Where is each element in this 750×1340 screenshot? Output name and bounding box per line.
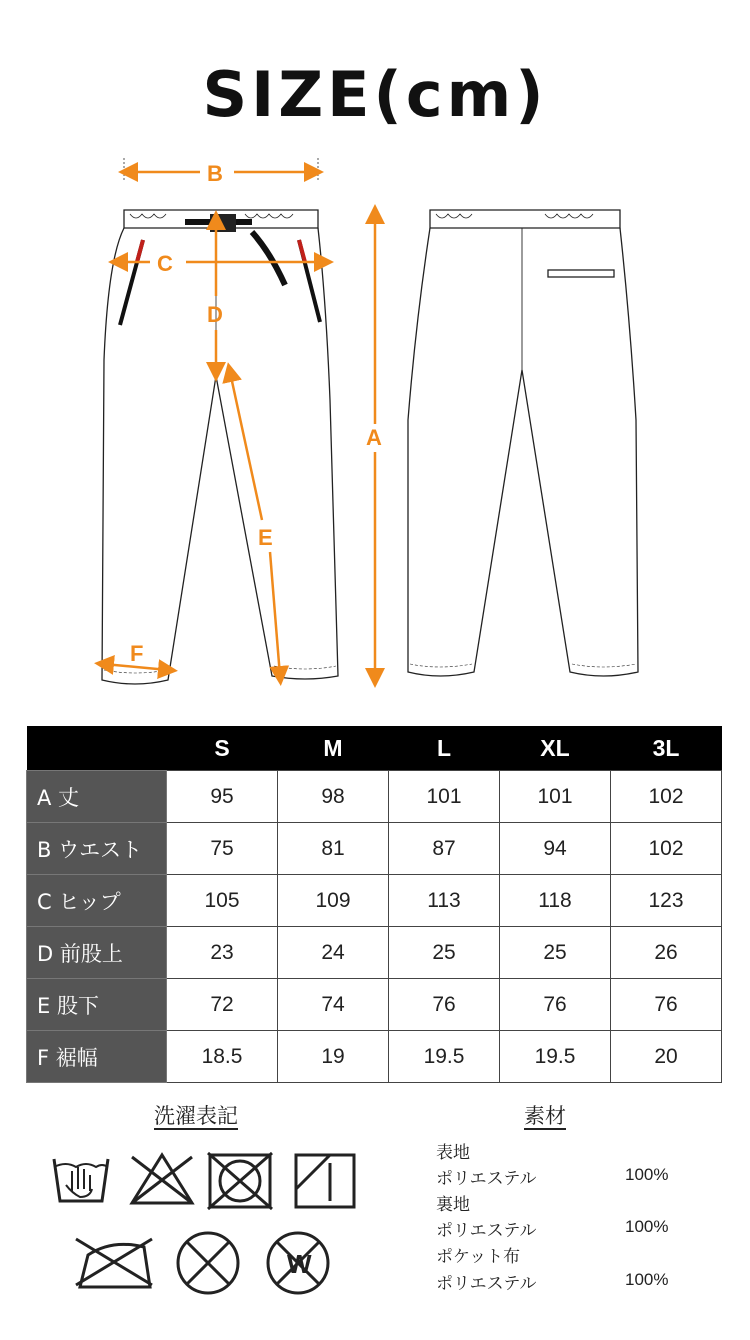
table-cell: 25 xyxy=(500,927,611,979)
material-heading: 素材 xyxy=(524,1104,566,1128)
label-c: C xyxy=(157,251,173,276)
header-size: M xyxy=(278,726,389,771)
table-cell: 76 xyxy=(611,979,722,1031)
table-cell: 26 xyxy=(611,927,722,979)
material-percent: 100% xyxy=(625,1217,669,1236)
label-b: B xyxy=(207,161,223,186)
table-row xyxy=(27,979,722,1031)
table-cell: 123 xyxy=(611,875,722,927)
no-dry-clean-icon xyxy=(178,1233,238,1293)
label-f: F xyxy=(130,641,144,666)
row-label: F 裾幅 xyxy=(27,1031,167,1083)
header-size: XL xyxy=(500,726,611,771)
table-cell: 94 xyxy=(500,823,611,875)
no-iron-icon xyxy=(76,1239,152,1287)
line-dry-shade-icon xyxy=(296,1155,354,1207)
no-tumble-dry-icon xyxy=(208,1153,272,1209)
header-size: S xyxy=(167,726,278,771)
table-cell: 20 xyxy=(611,1031,722,1083)
row-label: E 股下 xyxy=(27,979,167,1031)
table-cell: 81 xyxy=(278,823,389,875)
table-row xyxy=(27,875,722,927)
material-fabric: ポリエステル xyxy=(436,1169,537,1189)
page-title: SIZE(cm) xyxy=(202,58,548,131)
material-percent: 100% xyxy=(625,1165,669,1184)
hand-wash-icon xyxy=(54,1159,108,1201)
table-row xyxy=(27,927,722,979)
svg-text:W: W xyxy=(287,1249,312,1279)
material-fabric: ポリエステル xyxy=(436,1221,537,1241)
front-pants-drawing xyxy=(102,210,338,684)
pants-diagram xyxy=(0,140,750,700)
material-part: 表地 xyxy=(436,1143,470,1163)
table-cell: 76 xyxy=(389,979,500,1031)
table-cell: 95 xyxy=(167,771,278,823)
care-heading: 洗濯表記 xyxy=(154,1104,238,1128)
table-cell: 101 xyxy=(389,771,500,823)
table-row xyxy=(27,1031,722,1083)
material-fabric: ポリエステル xyxy=(436,1274,537,1294)
table-cell: 75 xyxy=(167,823,278,875)
table-row xyxy=(27,771,722,823)
table-cell: 113 xyxy=(389,875,500,927)
material-part: 裏地 xyxy=(436,1195,470,1215)
material-part: ポケット布 xyxy=(436,1247,521,1267)
table-cell: 118 xyxy=(500,875,611,927)
back-pants-drawing xyxy=(408,210,638,676)
table-cell: 23 xyxy=(167,927,278,979)
table-cell: 24 xyxy=(278,927,389,979)
table-row xyxy=(27,823,722,875)
header-size: 3L xyxy=(611,726,722,771)
label-e: E xyxy=(258,525,273,550)
table-cell: 72 xyxy=(167,979,278,1031)
no-bleach-icon xyxy=(132,1155,192,1203)
table-cell: 19.5 xyxy=(389,1031,500,1083)
size-table xyxy=(26,726,722,1083)
header-size: L xyxy=(389,726,500,771)
header-corner xyxy=(27,726,167,771)
row-label: B ウエスト xyxy=(27,823,167,875)
table-cell: 76 xyxy=(500,979,611,1031)
row-label: D 前股上 xyxy=(27,927,167,979)
table-cell: 18.5 xyxy=(167,1031,278,1083)
row-label: C ヒップ xyxy=(27,875,167,927)
table-cell: 102 xyxy=(611,771,722,823)
table-cell: 105 xyxy=(167,875,278,927)
size-table-header xyxy=(27,726,722,771)
label-a: A xyxy=(366,425,382,450)
table-cell: 74 xyxy=(278,979,389,1031)
table-cell: 109 xyxy=(278,875,389,927)
row-label: A 丈 xyxy=(27,771,167,823)
table-cell: 25 xyxy=(389,927,500,979)
material-percent: 100% xyxy=(625,1270,669,1289)
table-cell: 19.5 xyxy=(500,1031,611,1083)
label-d: D xyxy=(207,302,223,327)
table-cell: 98 xyxy=(278,771,389,823)
care-icons xyxy=(40,1145,370,1295)
dimension-arrows xyxy=(104,158,375,678)
table-cell: 87 xyxy=(389,823,500,875)
table-cell: 19 xyxy=(278,1031,389,1083)
table-cell: 102 xyxy=(611,823,722,875)
table-cell: 101 xyxy=(500,771,611,823)
